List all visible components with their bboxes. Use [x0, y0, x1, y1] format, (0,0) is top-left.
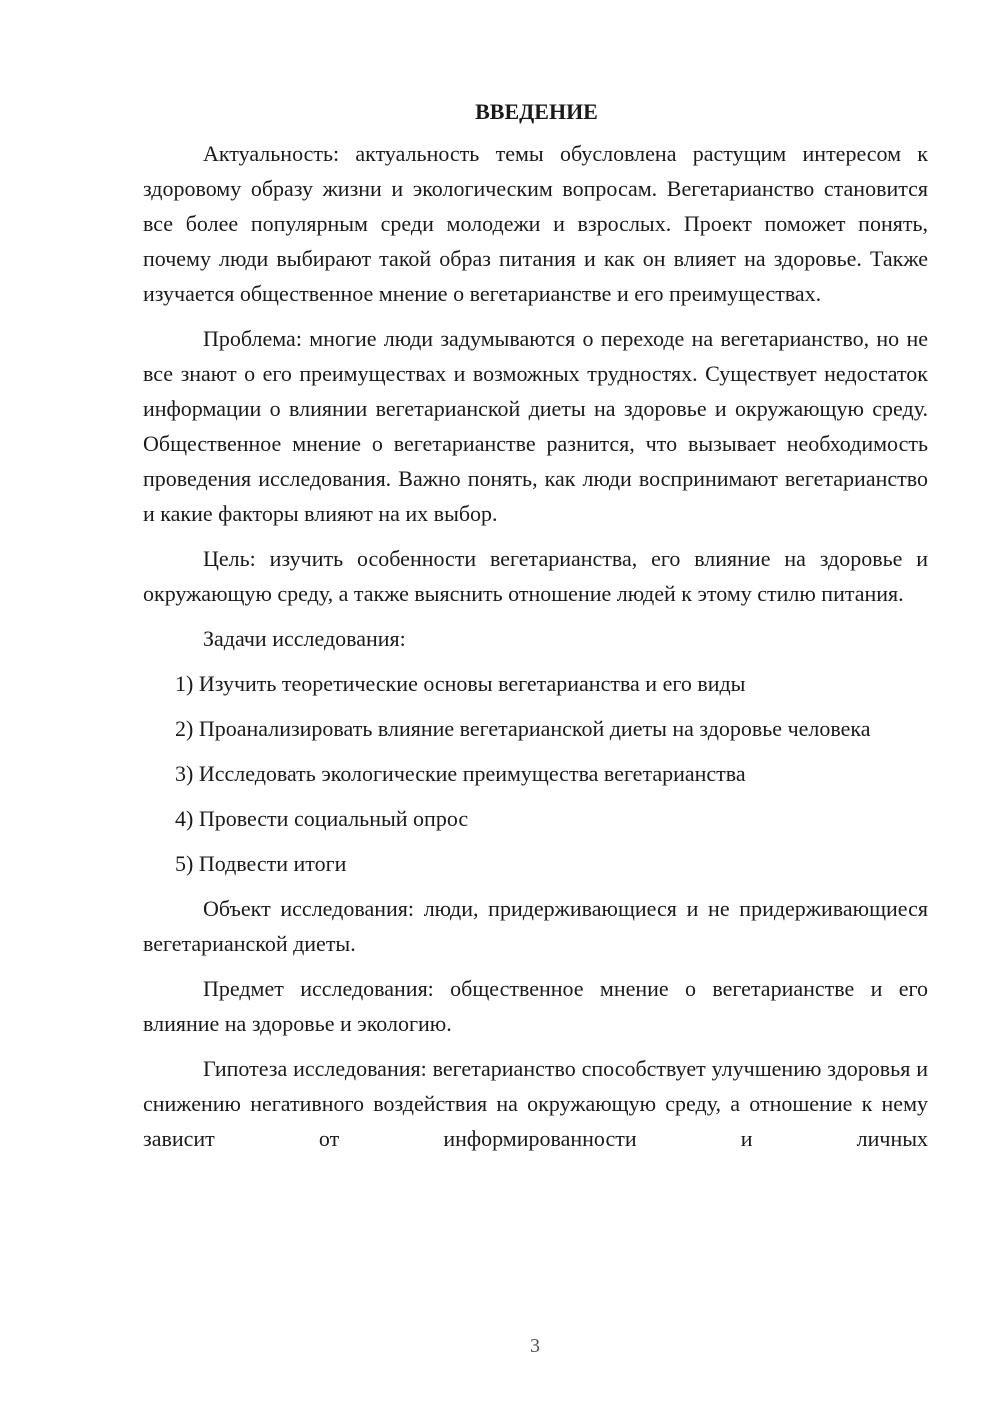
task-item-1: 1) Изучить теоретические основы вегетарианства и его виды — [175, 671, 746, 696]
problem-paragraph: Проблема: многие люди задумываются о переходе на вегетарианство, но не все знают о его преимуществах и возможных трудностях. Существует недостаток информации о влиянии вегетарианской диеты на здоровье и окружающую среду. Общественное мнение о вегетарианстве разнится, что вызывает необходимость проведения исследования. Важно понять, как люди воспринимают вегетарианство и какие факторы влияют на их выбор. — [143, 326, 928, 526]
task-item-5: 5) Подвести итоги — [175, 851, 347, 876]
task-item-4: 4) Провести социальный опрос — [175, 806, 469, 831]
object-paragraph: Объект исследования: люди, придерживающиеся и не придерживающиеся вегетарианской диеты. — [143, 896, 928, 956]
goal-paragraph: Цель: изучить особенности вегетарианства, его влияние на здоровье и окружающую среду, а также выяснить отношение людей к этому стилю питания. — [143, 546, 928, 606]
page-number: 3 — [530, 1335, 540, 1357]
task-item-2: 2) Проанализировать влияние вегетарианской диеты на здоровье человека — [175, 716, 871, 741]
hypothesis-paragraph: Гипотеза исследования: вегетарианство способствует улучшению здоровья и снижению негативного воздействия на окружающую среду, а отношение к нему зависит от информированности и личных — [143, 1056, 928, 1151]
section-title: ВВЕДЕНИЕ — [475, 99, 598, 124]
relevance-paragraph: Актуальность: актуальность темы обусловлена растущим интересом к здоровому образу жизни и экологическим вопросам. Вегетарианство становится все более популярным среди молодежи и взрослых. Проект поможет понять, почему люди выбирают такой образ питания и как он влияет на здоровье. Также изучается общественное мнение о вегетарианстве и его преимуществах. — [143, 141, 928, 306]
task-item-3: 3) Исследовать экологические преимущества вегетарианства — [175, 761, 746, 786]
document-body — [143, 94, 928, 1166]
subject-paragraph: Предмет исследования: общественное мнение о вегетарианстве и его влияние на здоровье и экологию. — [143, 976, 928, 1036]
tasks-heading: Задачи исследования: — [203, 626, 406, 651]
